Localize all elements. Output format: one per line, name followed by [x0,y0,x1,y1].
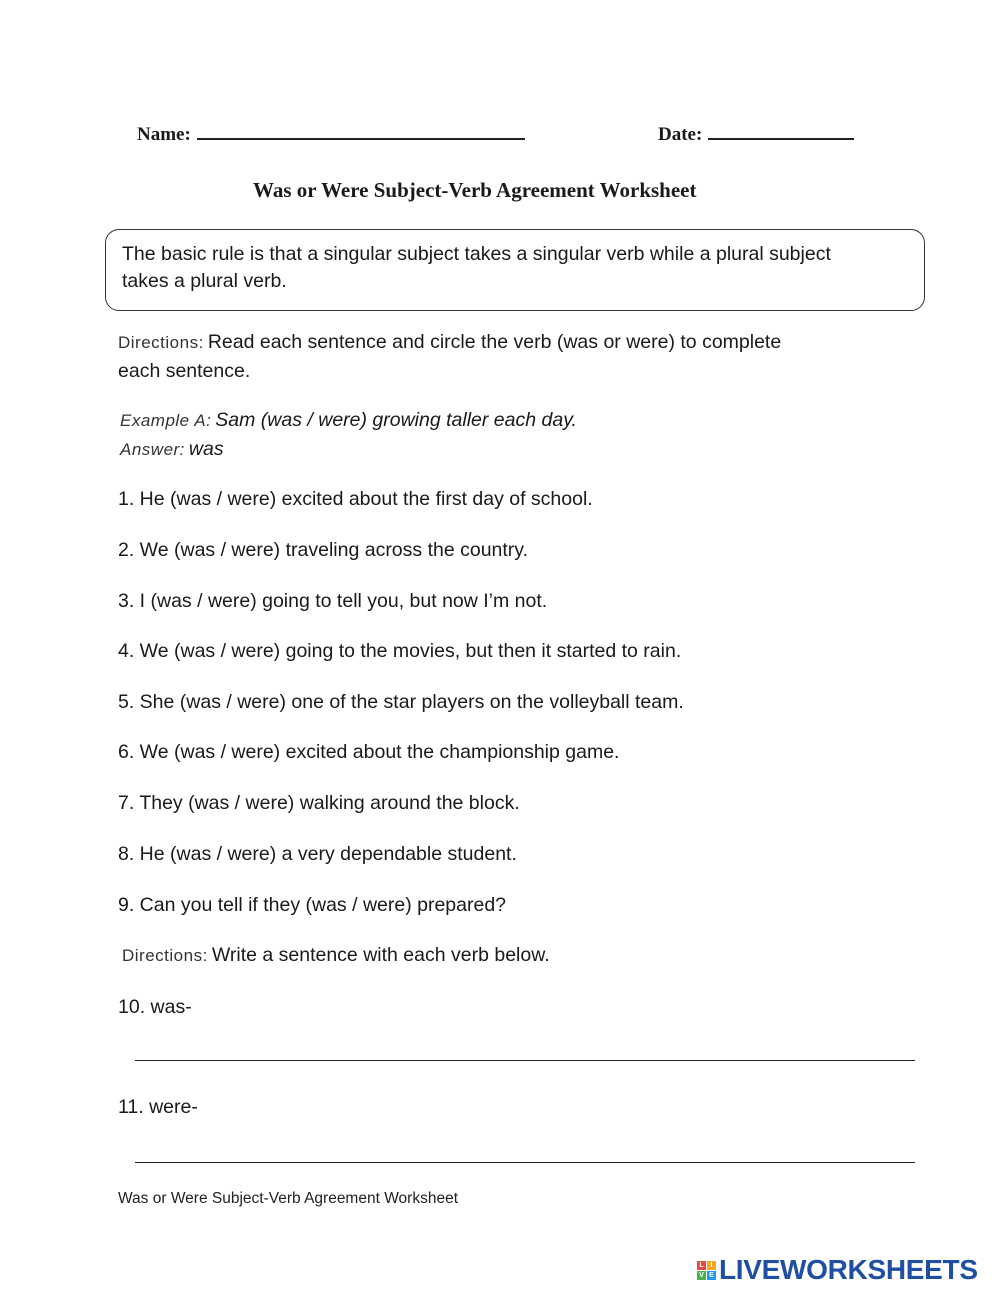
footer-text: Was or Were Subject-Verb Agreement Worksheet [118,1190,459,1207]
directions-1-line-2: each sentence. [118,360,251,382]
rule-line-1: The basic rule is that a singular subject takes a singular verb while a plural subject [122,243,831,265]
question-1[interactable]: 1. He (was / were) excited about the first day of school. [118,488,593,510]
example-block [120,406,577,464]
question-6[interactable]: 6. We (was / were) excited about the championship game. [118,741,620,763]
directions-2-tag: Directions: [122,946,208,965]
name-input-line[interactable] [197,124,525,140]
name-label: Name: [137,124,191,145]
rule-box [105,229,925,311]
directions-2-text: Write a sentence with each verb below. [211,944,550,966]
logo-block: V [697,1271,706,1280]
logo-blocks-icon [697,1261,716,1280]
question-2[interactable]: 2. We (was / were) traveling across the country. [118,539,529,561]
rule-line-2: takes a plural verb. [122,270,287,292]
question-4[interactable]: 4. We (was / were) going to the movies, but then it started to rain. [118,640,682,662]
example-tag: Example A: [120,411,212,430]
date-label: Date: [658,124,703,145]
example-sentence: Sam (was / were) growing taller each day. [215,409,577,431]
writing-prompt-10: 10. was- [118,996,192,1018]
brand-name: LIVEWORKSHEETS [719,1254,978,1285]
answer-tag: Answer: [120,440,185,459]
answer-line-11[interactable] [135,1162,915,1163]
question-9[interactable]: 9. Can you tell if they (was / were) prepared? [118,894,507,916]
date-input-line[interactable] [708,124,854,140]
question-5[interactable]: 5. She (was / were) one of the star players on the volleyball team. [118,691,684,713]
directions-2 [122,941,550,970]
logo-block: L [697,1261,706,1270]
name-field[interactable] [137,124,525,146]
question-3[interactable]: 3. I (was / were) going to tell you, but now I’m not. [118,590,548,612]
question-8[interactable]: 8. He (was / were) a very dependable student. [118,843,517,865]
example-answer: was [188,438,224,460]
directions-1-line-1: Read each sentence and circle the verb (was or were) to complete [207,331,782,353]
answer-line-10[interactable] [135,1060,915,1061]
logo-block: E [707,1271,716,1280]
date-field[interactable] [658,124,854,146]
liveworksheets-logo[interactable] [697,1253,978,1287]
page-title: Was or Were Subject-Verb Agreement Worksheet [253,178,697,202]
writing-prompt-11: 11. were- [118,1096,198,1118]
logo-block: I [707,1261,716,1270]
question-7[interactable]: 7. They (was / were) walking around the block. [118,792,520,814]
directions-1 [118,328,918,385]
directions-tag: Directions: [118,333,204,352]
